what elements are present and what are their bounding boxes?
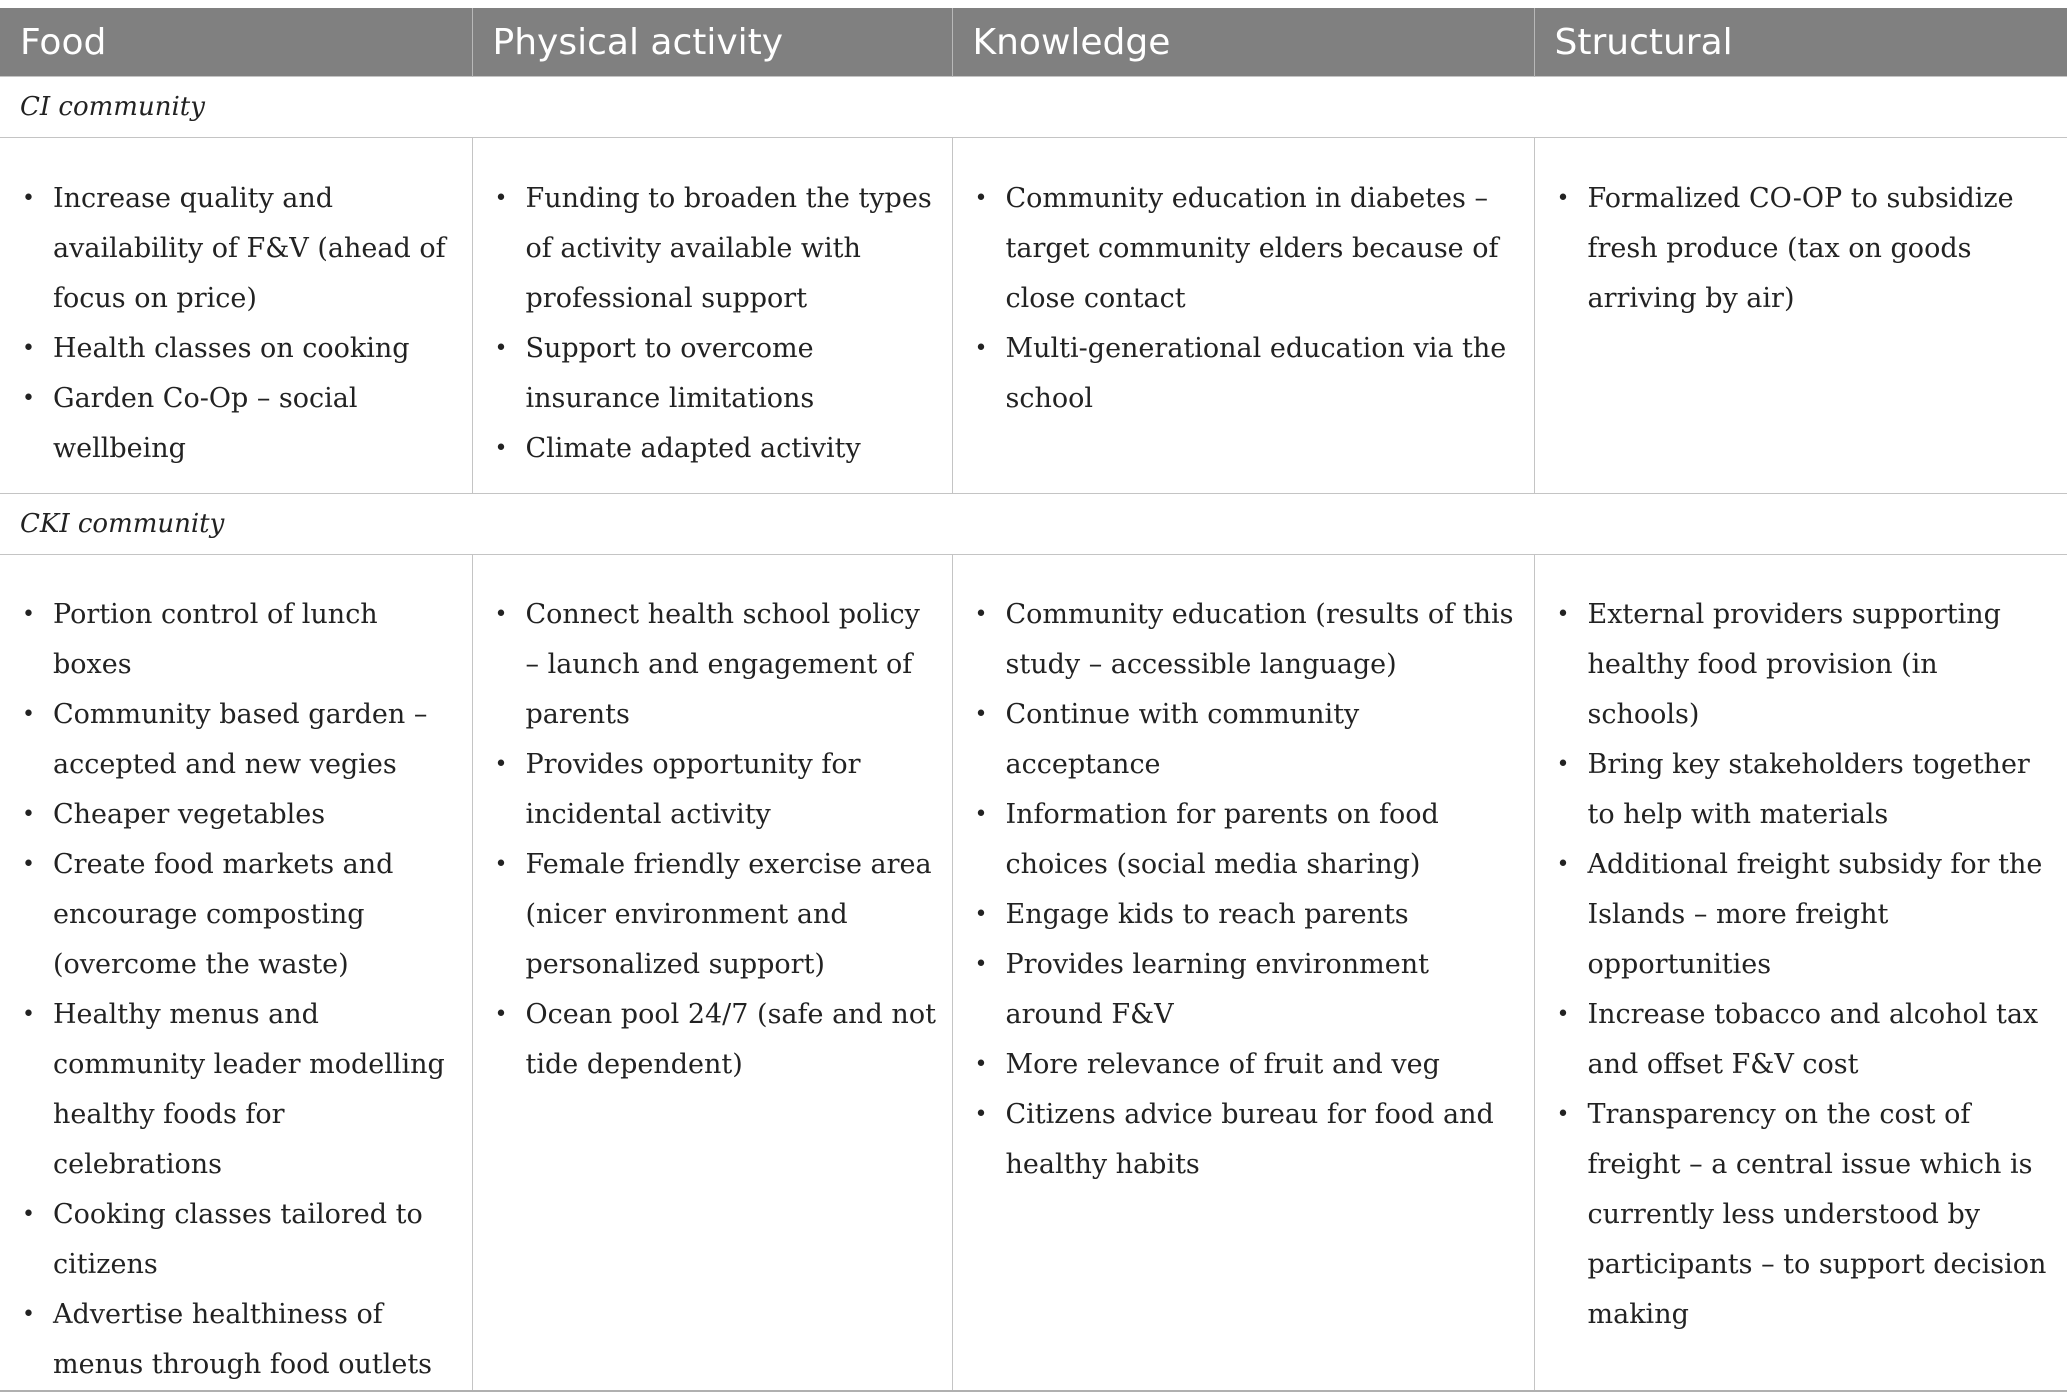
list-item bbox=[0, 1190, 472, 1290]
list-item bbox=[1535, 174, 2067, 324]
bullet-icon: • bbox=[22, 602, 35, 627]
list-item bbox=[953, 174, 1534, 324]
cell-ci-knowledge bbox=[952, 138, 1534, 494]
header-knowledge: Knowledge bbox=[952, 8, 1534, 77]
bullet-icon: • bbox=[22, 1302, 35, 1327]
strategies-table bbox=[0, 8, 2067, 1392]
cell-cki-knowledge bbox=[952, 555, 1534, 1392]
list-ci-food bbox=[0, 138, 472, 474]
cell-cki-food bbox=[0, 555, 472, 1392]
list-item bbox=[953, 324, 1534, 424]
bullet-icon: • bbox=[494, 186, 508, 211]
list-item-text: Multi-generational education via the school bbox=[1005, 333, 1507, 414]
table-row-cki bbox=[0, 555, 2067, 1392]
bullet-icon: • bbox=[22, 852, 35, 877]
list-item bbox=[953, 940, 1534, 1040]
list-item bbox=[473, 990, 952, 1090]
group-label-cki: CKI community bbox=[0, 494, 2067, 555]
bullet-icon: • bbox=[22, 386, 35, 411]
list-item bbox=[0, 590, 472, 690]
list-item-text: Provides learning environment around F&V bbox=[1005, 949, 1429, 1030]
list-cki-physical-activity bbox=[473, 555, 952, 1090]
list-item bbox=[0, 174, 472, 324]
list-item-text: Climate adapted activity bbox=[525, 433, 861, 464]
table-body bbox=[0, 77, 2067, 1392]
list-item-text: Community education in diabetes – target community elders because of close contact bbox=[1005, 183, 1499, 314]
list-item bbox=[0, 690, 472, 790]
group-label-ci: CI community bbox=[0, 77, 2067, 138]
cell-ci-structural bbox=[1534, 138, 2067, 494]
bullet-icon: • bbox=[974, 186, 988, 211]
cell-cki-physical-activity bbox=[472, 555, 952, 1392]
list-item bbox=[953, 1090, 1534, 1190]
bullet-icon: • bbox=[974, 336, 988, 361]
bullet-icon: • bbox=[494, 1002, 508, 1027]
bullet-icon: • bbox=[494, 436, 508, 461]
bullet-icon: • bbox=[974, 952, 988, 977]
bullet-icon: • bbox=[974, 1052, 988, 1077]
list-item bbox=[473, 424, 952, 474]
list-item-text: Bring key stakeholders together to help with materials bbox=[1587, 749, 2030, 830]
list-item-text: Female friendly exercise area (nicer environment and personalized support) bbox=[525, 849, 932, 980]
list-item bbox=[473, 174, 952, 324]
bullet-icon: • bbox=[494, 852, 508, 877]
list-item-text: Transparency on the cost of freight – a central issue which is currently less understood by participants – to support decision making bbox=[1587, 1099, 2047, 1330]
list-item-text: Cheaper vegetables bbox=[53, 799, 326, 830]
list-item bbox=[0, 324, 472, 374]
list-cki-knowledge bbox=[953, 555, 1534, 1190]
cell-cki-structural bbox=[1534, 555, 2067, 1392]
table-header bbox=[0, 8, 2067, 77]
list-item bbox=[953, 690, 1534, 790]
list-item-text: Provides opportunity for incidental activity bbox=[525, 749, 861, 830]
list-item bbox=[953, 790, 1534, 890]
list-item bbox=[0, 790, 472, 840]
header-structural: Structural bbox=[1534, 8, 2067, 77]
list-ci-physical-activity bbox=[473, 138, 952, 474]
list-item-text: Citizens advice bureau for food and healthy habits bbox=[1005, 1099, 1494, 1180]
list-item bbox=[473, 840, 952, 990]
list-item bbox=[0, 1290, 472, 1390]
list-item bbox=[473, 740, 952, 840]
list-item-text: Healthy menus and community leader modelling healthy foods for celebrations bbox=[53, 999, 445, 1180]
list-item-text: Engage kids to reach parents bbox=[1005, 899, 1409, 930]
bullet-icon: • bbox=[1556, 1002, 1570, 1027]
table-row-ci bbox=[0, 138, 2067, 494]
list-item bbox=[0, 840, 472, 990]
bullet-icon: • bbox=[22, 702, 35, 727]
cell-ci-food bbox=[0, 138, 472, 494]
bullet-icon: • bbox=[1556, 1102, 1570, 1127]
bullet-icon: • bbox=[22, 802, 35, 827]
list-item bbox=[1535, 590, 2067, 740]
bullet-icon: • bbox=[22, 186, 35, 211]
bullet-icon: • bbox=[494, 602, 508, 627]
bullet-icon: • bbox=[22, 1202, 35, 1227]
bullet-icon: • bbox=[1556, 186, 1570, 211]
bullet-icon: • bbox=[22, 336, 35, 361]
list-item-text: Support to overcome insurance limitations bbox=[525, 333, 815, 414]
bullet-icon: • bbox=[1556, 852, 1570, 877]
bullet-icon: • bbox=[974, 1102, 988, 1127]
list-item-text: Community education (results of this study – accessible language) bbox=[1005, 599, 1514, 680]
list-item-text: Garden Co-Op – social wellbeing bbox=[53, 383, 358, 464]
list-item-text: External providers supporting healthy food provision (in schools) bbox=[1587, 599, 2001, 730]
list-item-text: Cooking classes tailored to citizens bbox=[53, 1199, 423, 1280]
cell-ci-physical-activity bbox=[472, 138, 952, 494]
list-item bbox=[0, 990, 472, 1190]
list-item-text: Formalized CO-OP to subsidize fresh produce (tax on goods arriving by air) bbox=[1587, 183, 2014, 314]
bullet-icon: • bbox=[22, 1002, 35, 1027]
list-item-text: More relevance of fruit and veg bbox=[1005, 1049, 1440, 1080]
list-item bbox=[1535, 740, 2067, 840]
bullet-icon: • bbox=[494, 752, 508, 777]
list-item-text: Ocean pool 24/7 (safe and not tide dependent) bbox=[525, 999, 936, 1080]
bullet-icon: • bbox=[974, 702, 988, 727]
list-cki-structural bbox=[1535, 555, 2067, 1340]
list-cki-food bbox=[0, 555, 472, 1390]
list-item bbox=[473, 324, 952, 424]
list-item bbox=[953, 590, 1534, 690]
header-row bbox=[0, 8, 2067, 77]
bullet-icon: • bbox=[494, 336, 508, 361]
group-row-cki bbox=[0, 494, 2067, 555]
header-physical-activity: Physical activity bbox=[472, 8, 952, 77]
list-item bbox=[953, 1040, 1534, 1090]
list-item-text: Funding to broaden the types of activity available with professional support bbox=[525, 183, 932, 314]
list-item-text: Increase tobacco and alcohol tax and offset F&V cost bbox=[1587, 999, 2039, 1080]
bullet-icon: • bbox=[974, 902, 988, 927]
list-item bbox=[1535, 840, 2067, 990]
header-food: Food bbox=[0, 8, 472, 77]
strategies-table-container bbox=[0, 8, 2067, 1392]
list-item bbox=[473, 590, 952, 740]
list-item bbox=[1535, 1090, 2067, 1340]
list-item bbox=[1535, 990, 2067, 1090]
bullet-icon: • bbox=[1556, 752, 1570, 777]
list-item bbox=[0, 374, 472, 474]
bullet-icon: • bbox=[974, 602, 988, 627]
list-item-text: Information for parents on food choices (social media sharing) bbox=[1005, 799, 1439, 880]
list-item-text: Community based garden – accepted and new vegies bbox=[53, 699, 428, 780]
bullet-icon: • bbox=[1556, 602, 1570, 627]
list-item-text: Create food markets and encourage composting (overcome the waste) bbox=[53, 849, 394, 980]
bullet-icon: • bbox=[974, 802, 988, 827]
list-item bbox=[953, 890, 1534, 940]
list-item-text: Continue with community acceptance bbox=[1005, 699, 1360, 780]
list-item-text: Advertise healthiness of menus through food outlets bbox=[53, 1299, 433, 1380]
list-item-text: Health classes on cooking bbox=[53, 333, 410, 364]
list-item-text: Increase quality and availability of F&V (ahead of focus on price) bbox=[53, 183, 446, 314]
list-item-text: Connect health school policy – launch and engagement of parents bbox=[525, 599, 920, 730]
list-ci-structural bbox=[1535, 138, 2067, 324]
list-item-text: Portion control of lunch boxes bbox=[53, 599, 378, 680]
list-item-text: Additional freight subsidy for the Islands – more freight opportunities bbox=[1587, 849, 2043, 980]
group-row-ci bbox=[0, 77, 2067, 138]
list-ci-knowledge bbox=[953, 138, 1534, 424]
